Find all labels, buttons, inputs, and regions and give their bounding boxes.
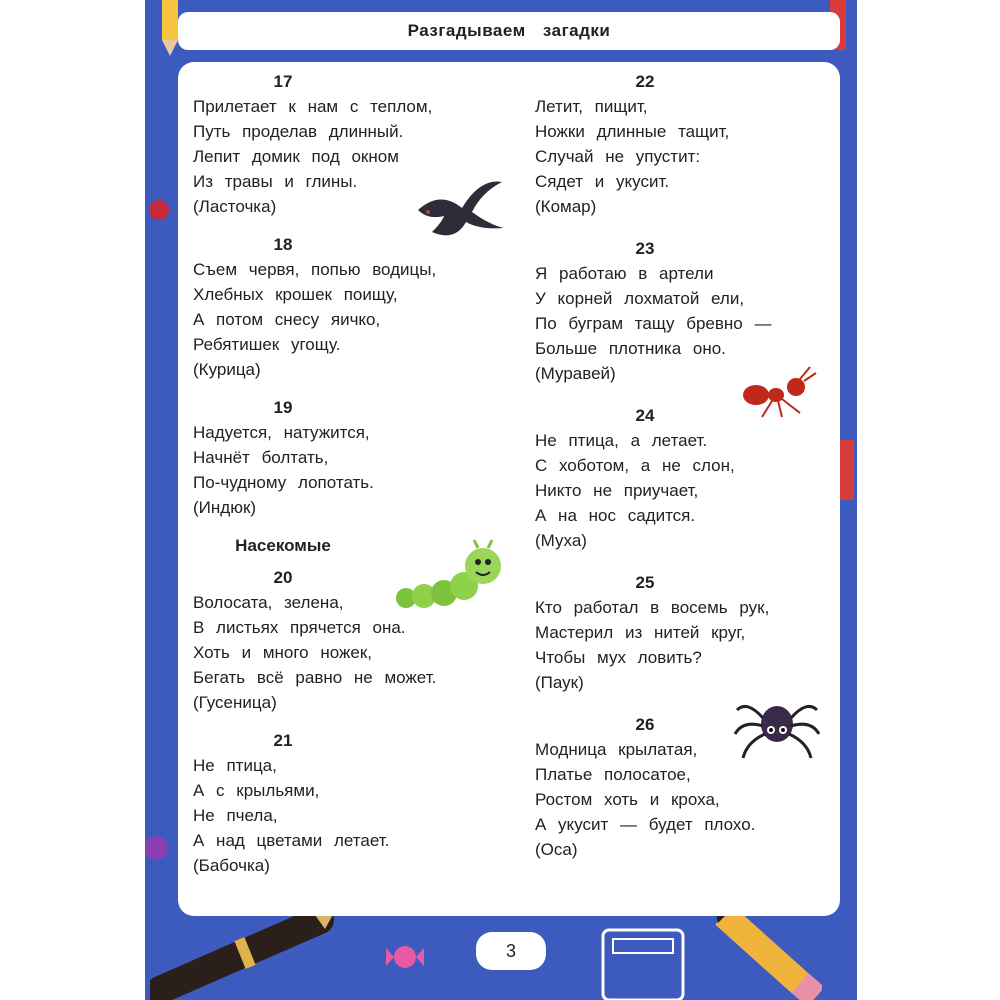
riddle-number: 20	[273, 568, 293, 587]
riddle-number: 21	[273, 731, 293, 750]
riddle-19	[193, 396, 493, 520]
riddle-line: Ребятишек угощу.	[193, 335, 341, 354]
yellow-pencil-icon	[712, 905, 822, 1000]
riddle-number: 18	[273, 235, 293, 254]
riddle-number: 26	[635, 715, 655, 734]
riddle-line: А потом снесу яичко,	[193, 310, 381, 329]
riddle-line: По буграм тащу бревно —	[535, 314, 772, 333]
riddle-answer: (Оса)	[535, 840, 578, 859]
riddle-line: А укусит — будет плохо.	[535, 815, 756, 834]
riddle-23	[535, 237, 835, 386]
riddle-line: Я работаю в артели	[535, 264, 714, 283]
riddle-answer: (Гусеница)	[193, 693, 277, 712]
ball-icon	[146, 830, 170, 866]
caterpillar-icon	[388, 538, 508, 618]
ribbon-icon	[146, 190, 172, 230]
riddle-line: Надуется, натужится,	[193, 423, 370, 442]
riddle-line: В листьях прячется она.	[193, 618, 406, 637]
riddle-line: Модница крылатая,	[535, 740, 698, 759]
riddle-answer: (Муха)	[535, 531, 587, 550]
spider-icon	[733, 690, 821, 762]
riddle-line: Хоть и много ножек,	[193, 643, 372, 662]
riddle-24	[535, 404, 835, 553]
riddle-line: Начнёт болтать,	[193, 448, 329, 467]
section-title-insects: Насекомые	[235, 536, 331, 555]
riddle-number: 24	[635, 406, 655, 425]
riddle-number: 25	[635, 573, 655, 592]
riddle-answer: (Паук)	[535, 673, 584, 692]
riddle-number: 17	[273, 72, 293, 91]
riddle-answer: (Индюк)	[193, 498, 257, 517]
riddle-answer: (Муравей)	[535, 364, 616, 383]
riddle-line: Больше плотника оно.	[535, 339, 726, 358]
riddle-line: Платье полосатое,	[535, 765, 691, 784]
riddle-line: Бегать всё равно не может.	[193, 668, 437, 687]
riddle-line: А на нос садится.	[535, 506, 696, 525]
riddle-22	[535, 70, 835, 219]
riddle-line: Никто не приучает,	[535, 481, 699, 500]
riddle-line: У корней лохматой ели,	[535, 289, 745, 308]
riddle-answer: (Бабочка)	[193, 856, 270, 875]
riddle-line: Летит, пищит,	[535, 97, 648, 116]
riddle-line: Ножки длинные тащит,	[535, 122, 730, 141]
calculator-icon	[598, 925, 688, 1000]
page-title: Разгадываем загадки	[178, 12, 840, 50]
riddle-line: Ростом хоть и кроха,	[535, 790, 720, 809]
riddle-line: Не птица, а летает.	[535, 431, 708, 450]
riddle-line: Съем червя, попью водицы,	[193, 260, 437, 279]
riddle-line: Чтобы мух ловить?	[535, 648, 702, 667]
page-number: 3	[476, 932, 546, 970]
riddle-line: Сядет и укусит.	[535, 172, 670, 191]
riddle-line: Путь проделав длинный.	[193, 122, 404, 141]
riddle-number: 23	[635, 239, 655, 258]
red-pencil-icon	[838, 440, 856, 500]
riddle-line: С хоботом, а не слон,	[535, 456, 735, 475]
riddle-line: А с крыльями,	[193, 781, 320, 800]
riddle-line: Кто работал в восемь рук,	[535, 598, 770, 617]
riddle-line: Лепит домик под окном	[193, 147, 399, 166]
riddle-answer: (Курица)	[193, 360, 261, 379]
riddle-line: По-чудному лопотать.	[193, 473, 374, 492]
riddle-line: А над цветами летает.	[193, 831, 390, 850]
swallow-icon	[410, 170, 505, 250]
riddle-line: Хлебных крошек поищу,	[193, 285, 398, 304]
riddle-number: 19	[273, 398, 293, 417]
riddle-line: Случай не упустит:	[535, 147, 701, 166]
riddle-line: Прилетает к нам с теплом,	[193, 97, 433, 116]
riddle-line: Не птица,	[193, 756, 277, 775]
riddle-21	[193, 729, 493, 878]
riddle-line: Не пчела,	[193, 806, 278, 825]
riddle-answer: (Комар)	[535, 197, 597, 216]
riddle-number: 22	[635, 72, 655, 91]
riddle-18	[193, 233, 493, 382]
riddle-line: Волосата, зелена,	[193, 593, 344, 612]
candy-icon	[380, 940, 430, 974]
riddle-line: Из травы и глины.	[193, 172, 358, 191]
riddle-answer: (Ласточка)	[193, 197, 277, 216]
riddle-25	[535, 571, 835, 695]
ant-icon	[738, 365, 820, 421]
riddle-line: Мастерил из нитей круг,	[535, 623, 746, 642]
pen-icon	[150, 905, 340, 1000]
